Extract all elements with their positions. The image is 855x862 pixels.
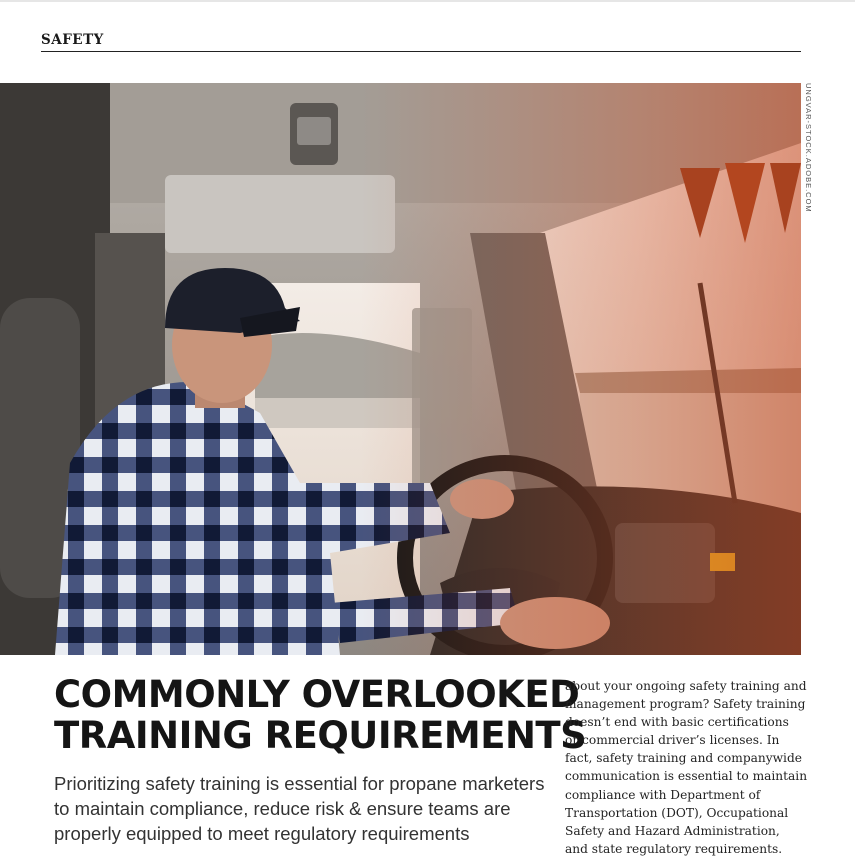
subhead: [54, 771, 554, 846]
body-line: management program? Safety training: [565, 697, 806, 712]
top-border: [0, 0, 855, 2]
photo-credit: UNGVAR-STOCK.ADOBE.COM: [804, 83, 813, 213]
body-line: about your ongoing safety training and: [565, 679, 807, 693]
body-line: fact, safety training and companywide: [565, 751, 802, 766]
subhead-line: properly equipped to meet regulatory requirements: [54, 823, 470, 844]
headline-line: COMMONLY OVERLOOKED: [54, 673, 580, 716]
body-line: compliance with Department of: [565, 787, 761, 802]
body-line: communication is essential to maintain: [565, 769, 808, 784]
body-line: and state regulatory requirements.: [565, 841, 783, 856]
section-label: SAFETY: [41, 32, 104, 48]
header-rule: [41, 51, 801, 52]
body-line: or commercial driver’s licenses. In: [565, 733, 780, 748]
subhead-line: Prioritizing safety training is essential for propane marketers: [54, 773, 545, 794]
body-text: [565, 677, 808, 858]
body-line: Transportation (DOT), Occupational: [565, 805, 789, 820]
body-line: doesn’t end with basic certifications: [565, 715, 789, 730]
subhead-line: to maintain compliance, reduce risk & ensure teams are: [54, 798, 511, 819]
body-line: Safety and Hazard Administration,: [565, 823, 780, 838]
truck-driver-photo: [0, 83, 801, 655]
headline-line: TRAINING REQUIREMENTS: [54, 714, 587, 757]
headline: [54, 673, 587, 757]
